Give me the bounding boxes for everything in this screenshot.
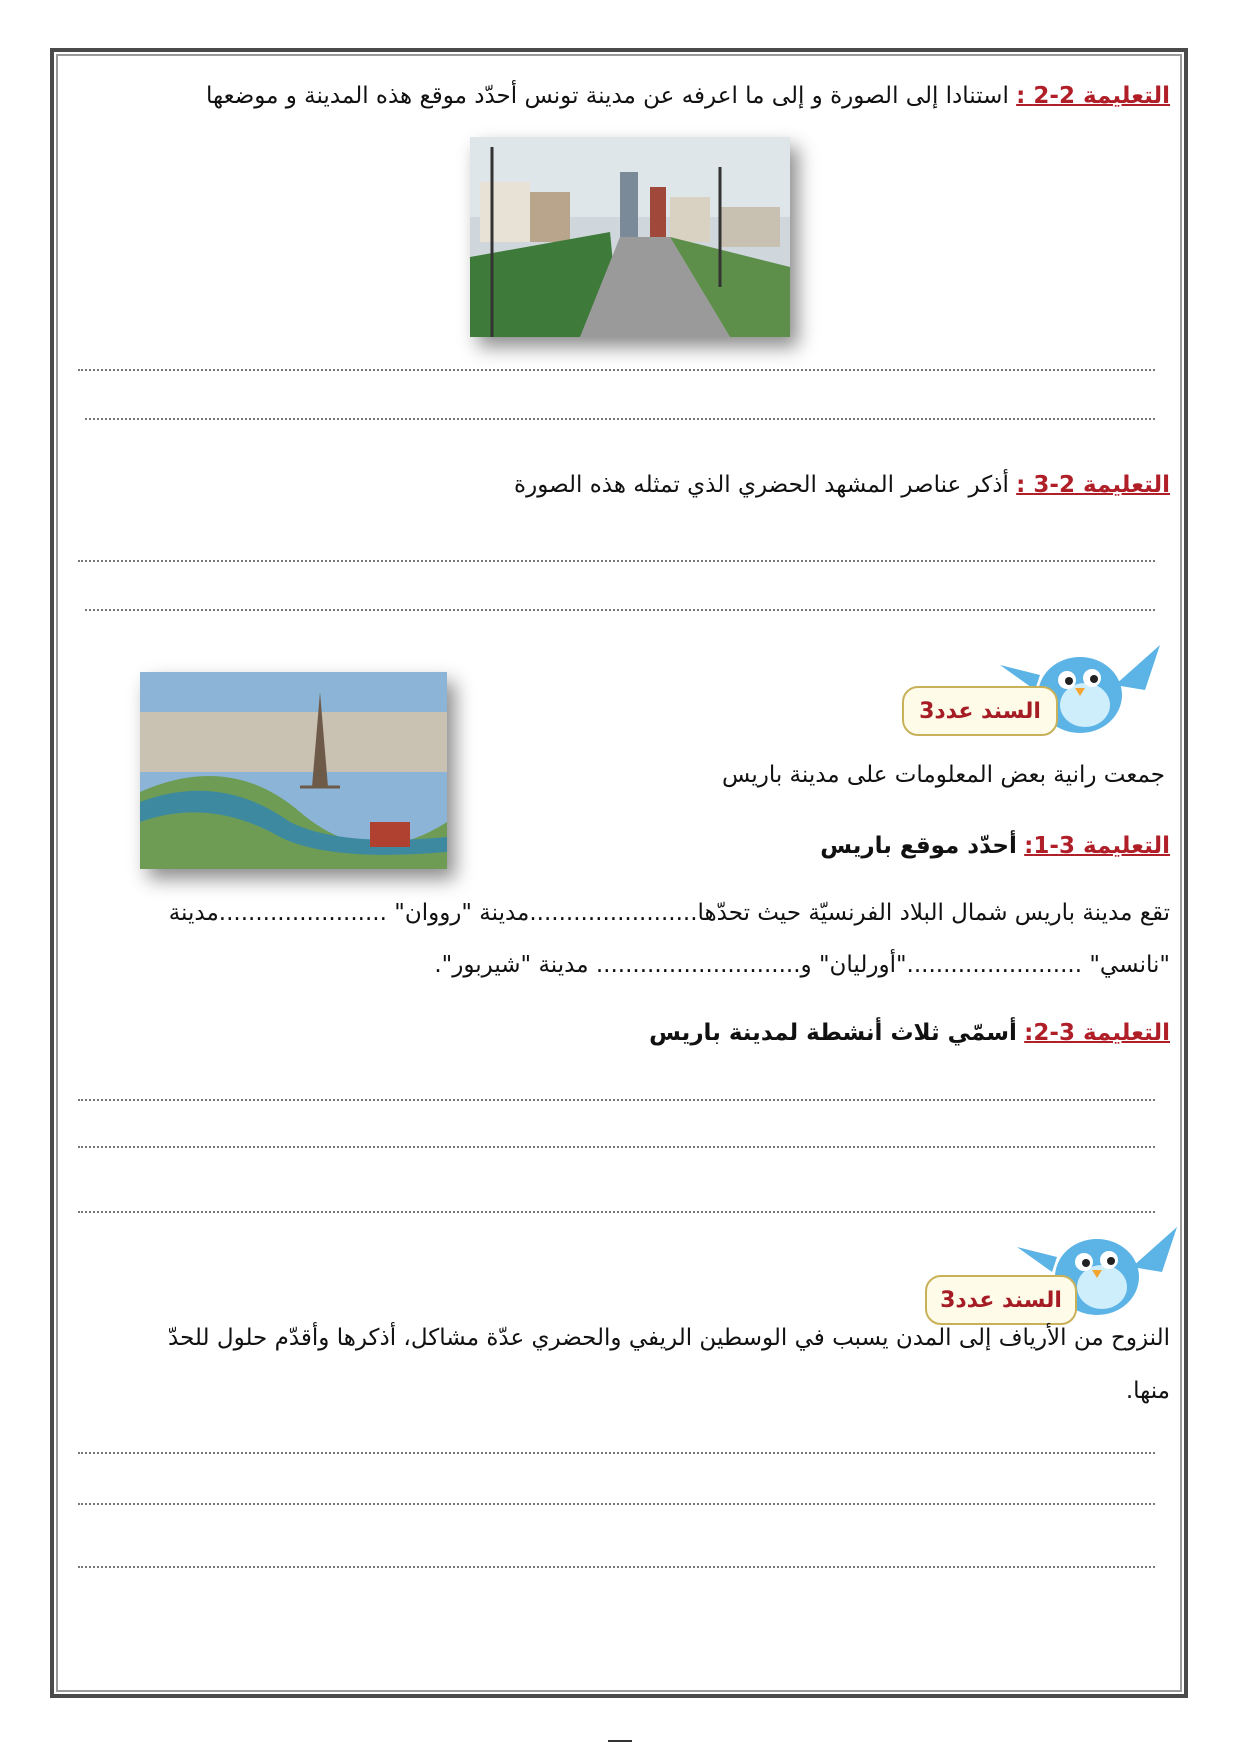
answer-line[interactable] bbox=[78, 1452, 1155, 1454]
answer-line[interactable] bbox=[78, 1146, 1155, 1148]
question-2-2 bbox=[206, 83, 1170, 109]
source-badge: السند عدد3 bbox=[925, 1275, 1077, 1325]
paris-fill-line-2[interactable]: "نانسي" ........................"أورليان" و............................ مدينة "شيربور". bbox=[434, 952, 1170, 978]
answer-line[interactable] bbox=[78, 1099, 1155, 1101]
answer-line[interactable] bbox=[78, 369, 1155, 371]
answer-line[interactable] bbox=[85, 609, 1155, 611]
question-label: التعليمة 2-2 : bbox=[1016, 83, 1170, 109]
exodus-text-line-1: النزوح من الأرياف إلى المدن يسبب في الوسطين الريفي والحضري عدّة مشاكل، أذكرها وأقدّم حلول للحدّ bbox=[168, 1325, 1170, 1351]
question-label: التعليمة 3-1: bbox=[1024, 833, 1170, 859]
answer-line[interactable] bbox=[78, 1211, 1155, 1213]
question-text: أحدّد موقع باريس bbox=[820, 833, 1017, 859]
answer-line[interactable] bbox=[85, 418, 1155, 420]
intro-paris: جمعت رانية بعض المعلومات على مدينة باريس bbox=[722, 762, 1165, 788]
question-2-3 bbox=[514, 472, 1170, 498]
exodus-text-line-2: منها. bbox=[1125, 1378, 1170, 1404]
answer-line[interactable] bbox=[78, 560, 1155, 562]
answer-line[interactable] bbox=[78, 1566, 1155, 1568]
page-footer-mark bbox=[608, 1740, 632, 1742]
question-text: استنادا إلى الصورة و إلى ما اعرفه عن مدينة تونس أحدّد موقع هذه المدينة و موضعها bbox=[206, 83, 1009, 109]
paris-fill-line-1[interactable]: تقع مدينة باريس شمال البلاد الفرنسيّة حيث تحدّها.......................مدينة "رووان" .......................مدينة bbox=[168, 900, 1170, 926]
source-badge: السند عدد3 bbox=[902, 686, 1058, 736]
question-text: أسمّي ثلاث أنشطة لمدينة باريس bbox=[649, 1020, 1017, 1046]
question-label: التعليمة 2-3 : bbox=[1016, 472, 1170, 498]
answer-line[interactable] bbox=[78, 1503, 1155, 1505]
question-text: أذكر عناصر المشهد الحضري الذي تمثله هذه الصورة bbox=[514, 472, 1009, 498]
question-3-2 bbox=[649, 1020, 1170, 1046]
paris-eiffel-photo bbox=[140, 672, 447, 869]
tunis-avenue-photo bbox=[470, 137, 790, 337]
question-3-1 bbox=[820, 833, 1170, 859]
question-label: التعليمة 3-2: bbox=[1024, 1020, 1170, 1046]
